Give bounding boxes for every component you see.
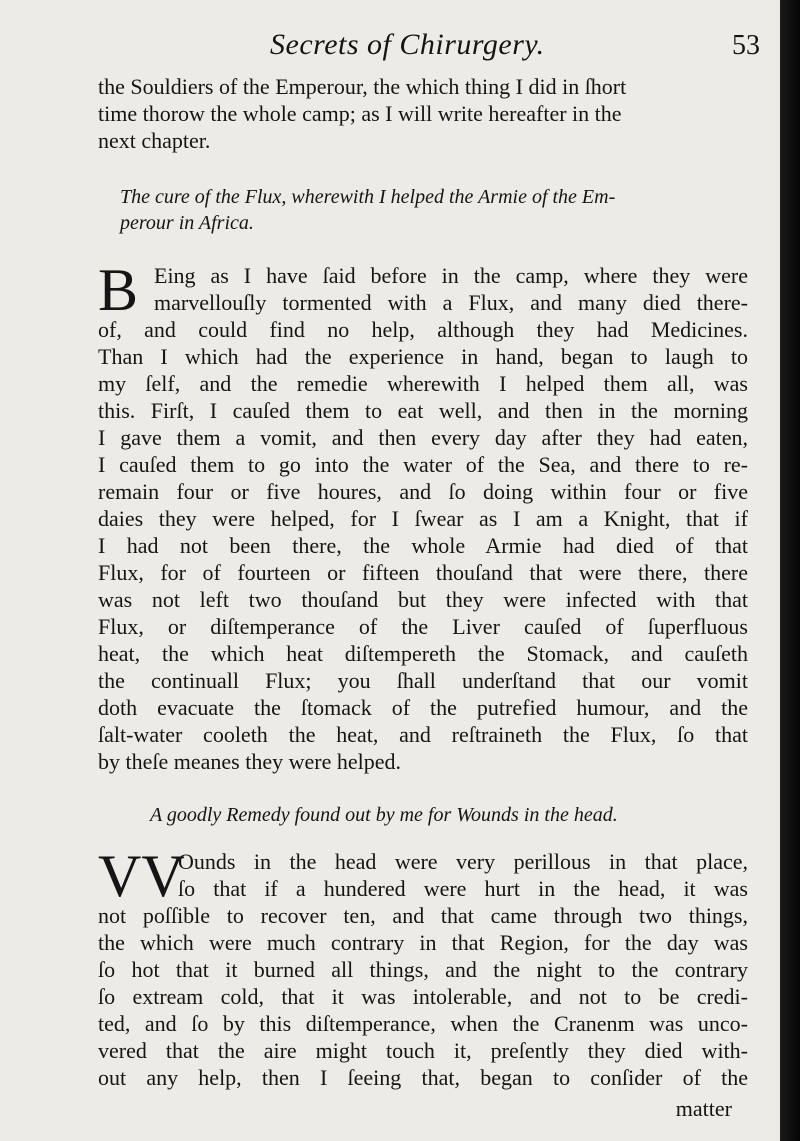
page-edge-shadow xyxy=(780,0,800,1141)
text-line: the which were much contrary in that Region, for the day was xyxy=(98,930,748,955)
text-line: I cauſed them to go into the water of the Sea, and there to re- xyxy=(98,452,748,477)
text-line: marvellouſly tormented with a Flux, and many died there- xyxy=(154,290,748,315)
text-line: remain four or five houres, and ſo doing within four or five xyxy=(98,479,748,504)
text-line: I gave them a vomit, and then every day after they had eaten, xyxy=(98,425,748,450)
text-line: ſo extream cold, that it was intolerable, and not to be credi- xyxy=(98,984,748,1009)
drop-cap-initial: VV xyxy=(98,843,185,909)
section-heading-wounds: A goodly Remedy found out by me for Wounds in the head. xyxy=(150,804,618,826)
text-line: ted, and ſo by this diſtemperance, when the Cranenm was unco- xyxy=(98,1011,748,1036)
text-line: Ounds in the head were very perillous in that place, xyxy=(178,849,748,874)
text-line: heat, the which heat diſtempereth the Stomack, and cauſeth xyxy=(98,641,748,666)
text-line: daies they were helped, for I ſwear as I am a Knight, that if xyxy=(98,506,748,531)
text-line: ſo hot that it burned all things, and the night to the contrary xyxy=(98,957,748,982)
continuation-text: the Souldiers of the Emperour, the which thing I did in ſhort time thorow the whole camp; as I will write hereafter in the next chapter. xyxy=(98,74,627,153)
text-line: Flux, for of fourteen or fifteen thouſand that were there, there xyxy=(98,560,748,585)
page-number: 53 xyxy=(732,30,760,61)
text-line: this. Firſt, I cauſed them to eat well, and then in the morning xyxy=(98,398,748,423)
text-line: Eing as I have ſaid before in the camp, where they were xyxy=(154,263,748,288)
running-title: Secrets of Chirurgery. xyxy=(270,28,545,61)
text-line: out any help, then I ſeeing that, began to conſider of the xyxy=(98,1065,748,1090)
paragraph-body xyxy=(98,843,748,1091)
text-line: ſo that if a hundered were hurt in the head, it was xyxy=(178,876,748,901)
drop-cap-initial: B xyxy=(98,257,139,323)
paragraph-head-wounds xyxy=(98,843,748,1108)
text-line: not poſſible to recover ten, and that came through two things, xyxy=(98,903,748,928)
text-line: Than I which had the experience in hand, began to laugh to xyxy=(98,344,748,369)
text-line: of, and could find no help, although they had Medicines. xyxy=(98,317,748,342)
paragraph-body xyxy=(98,257,748,775)
text-line: ſalt-water cooleth the heat, and reſtraineth the Flux, ſo that xyxy=(98,722,748,747)
text-line: vered that the aire might touch it, preſently they died with- xyxy=(98,1038,748,1063)
page-header xyxy=(270,28,760,72)
text-line: doth evacuate the ſtomack of the putrefied humour, and the xyxy=(98,695,748,720)
text-line: Flux, or diſtemperance of the Liver cauſed of ſuperfluous xyxy=(98,614,748,639)
text-line: I had not been there, the whole Armie had died of that xyxy=(98,533,748,558)
section-heading-flux: The cure of the Flux, wherewith I helped the Armie of the Em- perour in Africa. xyxy=(120,186,616,234)
text-line: by theſe meanes they were helped. xyxy=(98,749,401,774)
text-line: the continuall Flux; you ſhall underſtand that our vomit xyxy=(98,668,748,693)
text-line: my ſelf, and the remedie wherewith I helped them all, was xyxy=(98,371,748,396)
paragraph-flux-cure xyxy=(98,257,748,774)
catchword: matter xyxy=(675,1096,732,1121)
text-line: was not left two thouſand but they were infected with that xyxy=(98,587,748,612)
